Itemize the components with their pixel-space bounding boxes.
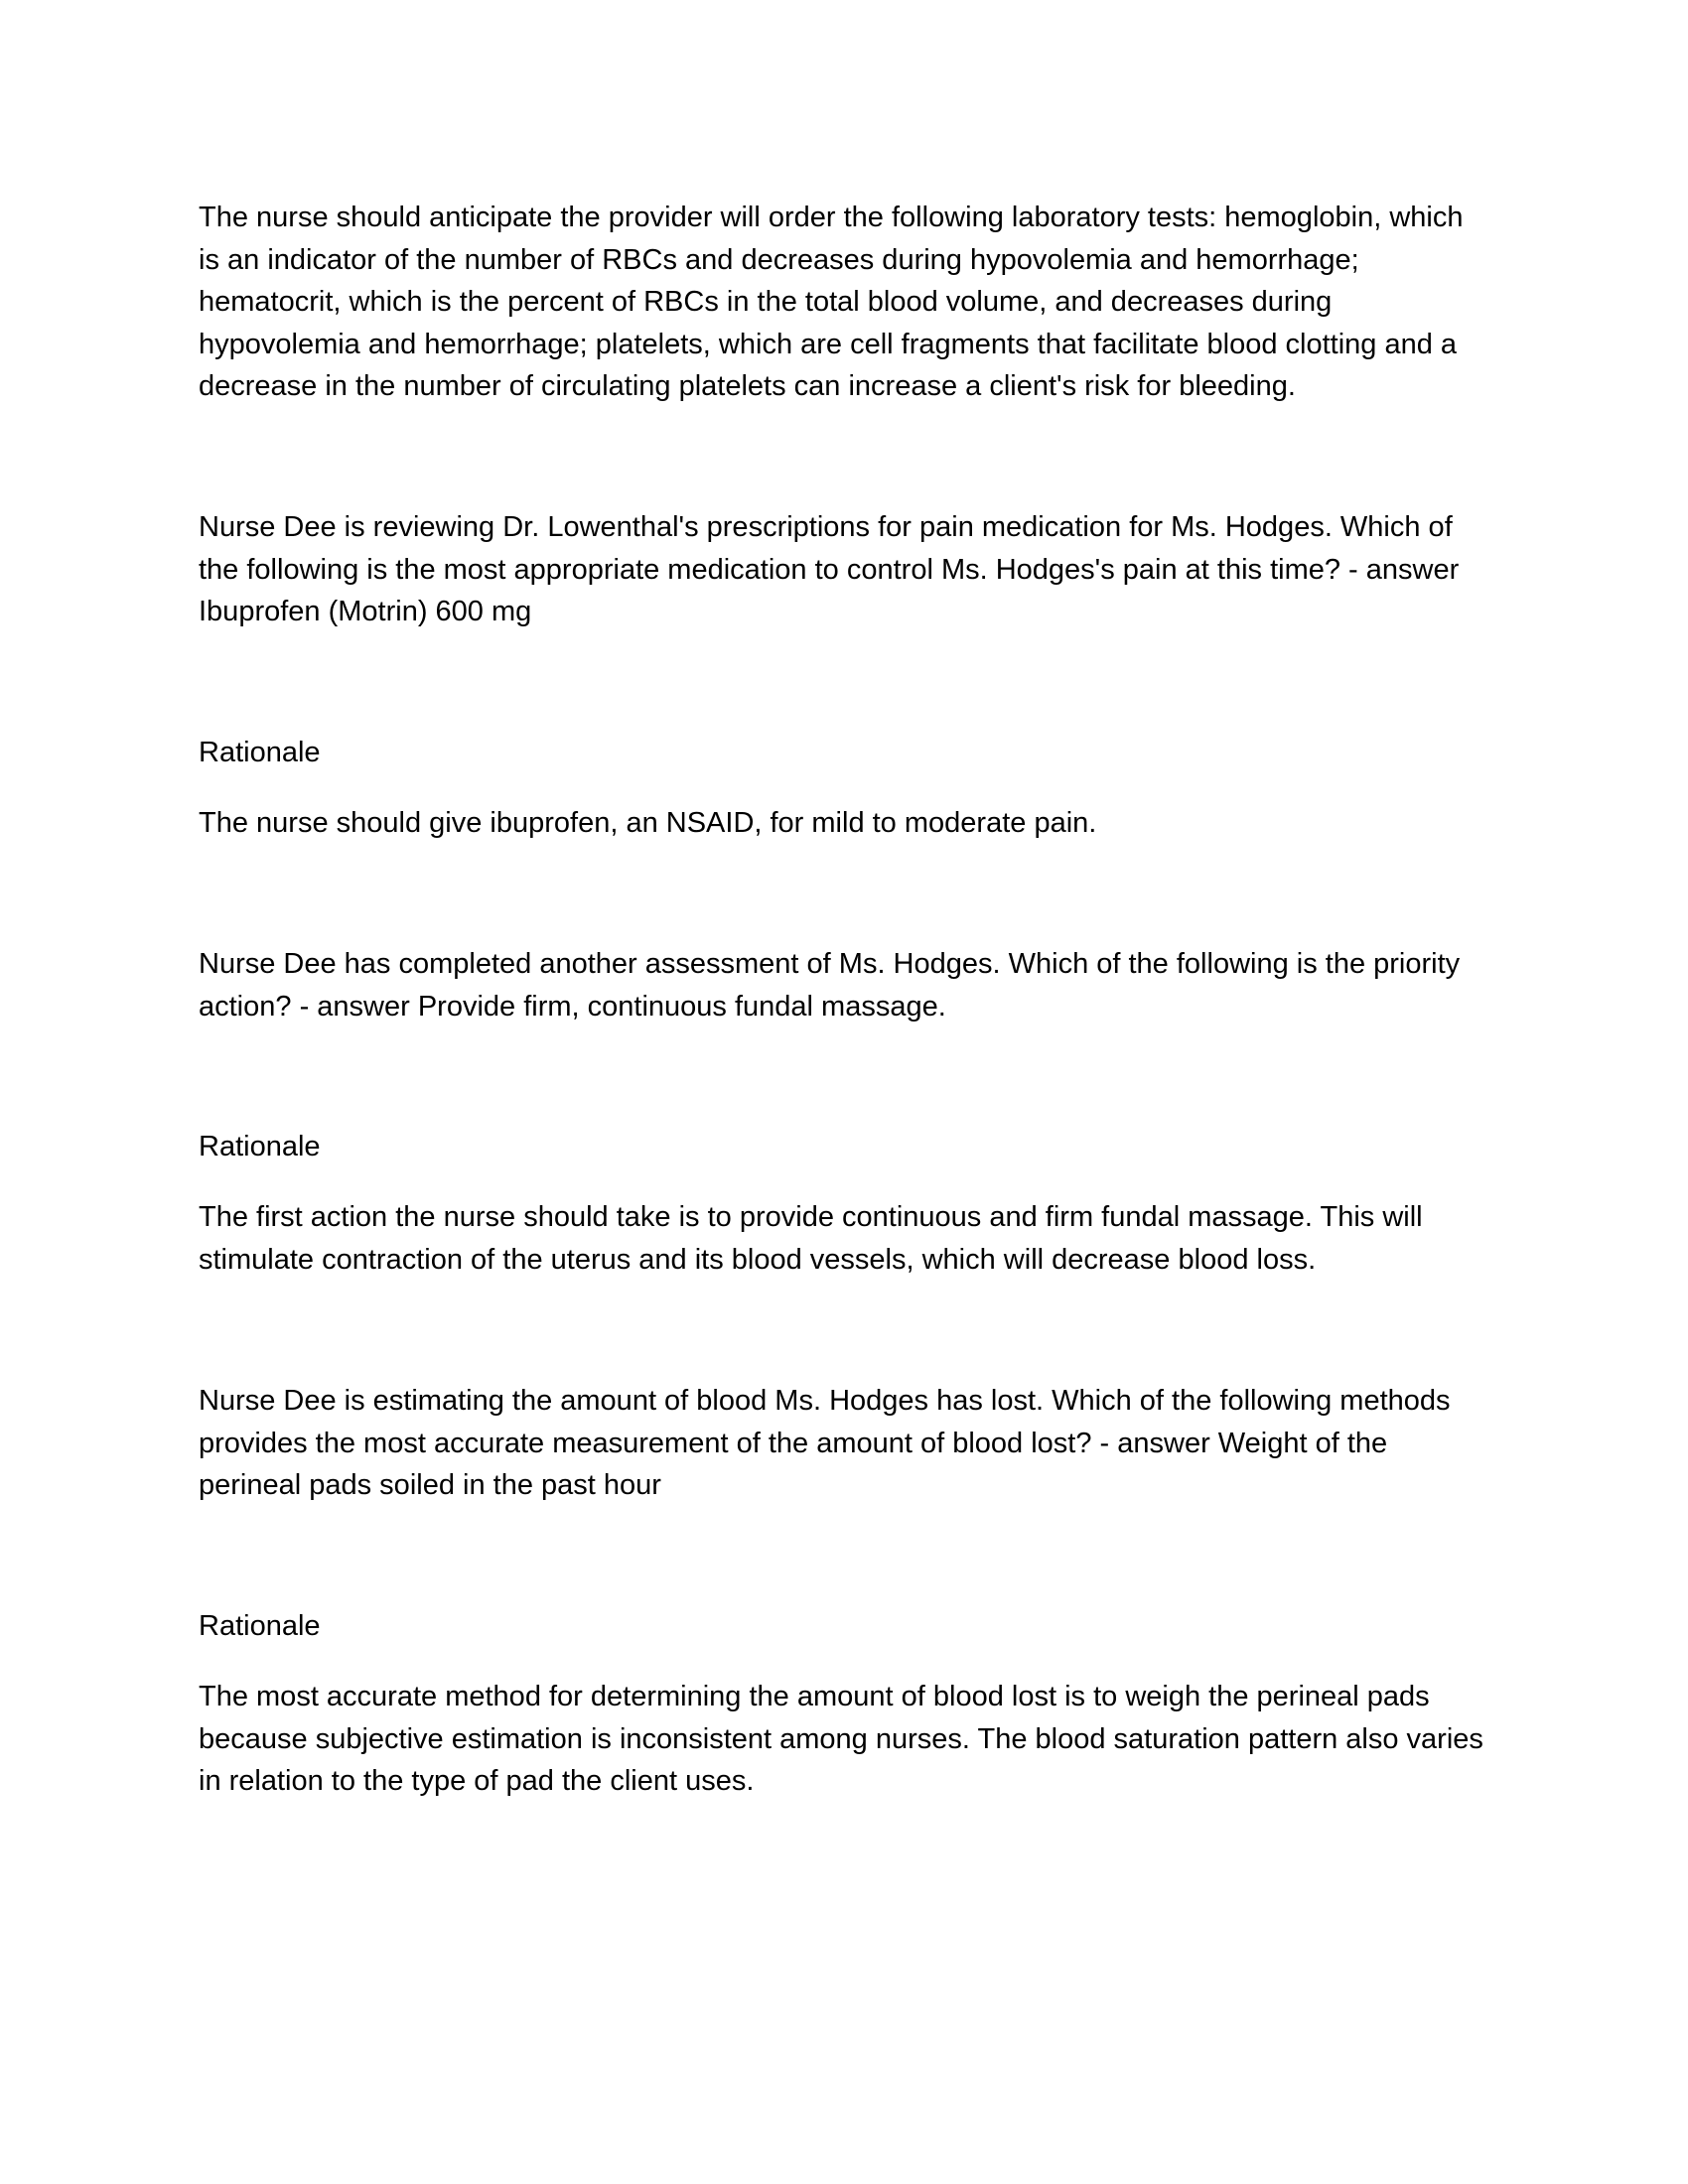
priority-action-question: Nurse Dee has completed another assessment of Ms. Hodges. Which of the following is the priority action? - answer Provide firm, continuous fundal massage. bbox=[199, 948, 1461, 1023]
blood-loss-rationale: The most accurate method for determining the amount of blood lost is to weigh the perineal pads because subjective estimation is inconsistent among nurses. The blood saturation pattern also varies in relation to the type of pad the client uses. bbox=[199, 1681, 1483, 1797]
pain-medication-rationale: The nurse should give ibuprofen, an NSAID, for mild to moderate pain. bbox=[199, 807, 1097, 839]
lab-tests-rationale-paragraph: The nurse should anticipate the provider will order the following laboratory tests: hemoglobin, which is an indicator of the number of RBCs and decreases during hypovolemia and hemorrhage; hematocrit, which is the percent of RBCs in the total blood volume, and decreases during hypovolemia and hemorrhage; platelets, which are cell fragments that facilitate blood clotting and a decrease in the number of circulating platelets can increase a client's risk for bleeding. bbox=[199, 202, 1464, 402]
rationale-heading: Rationale bbox=[199, 1131, 321, 1162]
fundal-massage-rationale: The first action the nurse should take is to provide continuous and firm fundal massage. This will stimulate contraction of the uterus and its blood vessels, which will decrease blood loss. bbox=[199, 1201, 1423, 1276]
blood-loss-question: Nurse Dee is estimating the amount of blood Ms. Hodges has lost. Which of the following methods provides the most accurate measurement of the amount of blood lost? - answer Weight of the perineal pads soiled in the past hour bbox=[199, 1385, 1451, 1501]
rationale-heading: Rationale bbox=[199, 737, 321, 768]
rationale-heading: Rationale bbox=[199, 1610, 321, 1642]
pain-medication-question: Nurse Dee is reviewing Dr. Lowenthal's prescriptions for pain medication for Ms. Hodges. Which of the following is the most appropriate medication to control Ms. Hodges's pain at this time? - answer Ibuprofen (Motrin) 600 mg bbox=[199, 511, 1460, 627]
